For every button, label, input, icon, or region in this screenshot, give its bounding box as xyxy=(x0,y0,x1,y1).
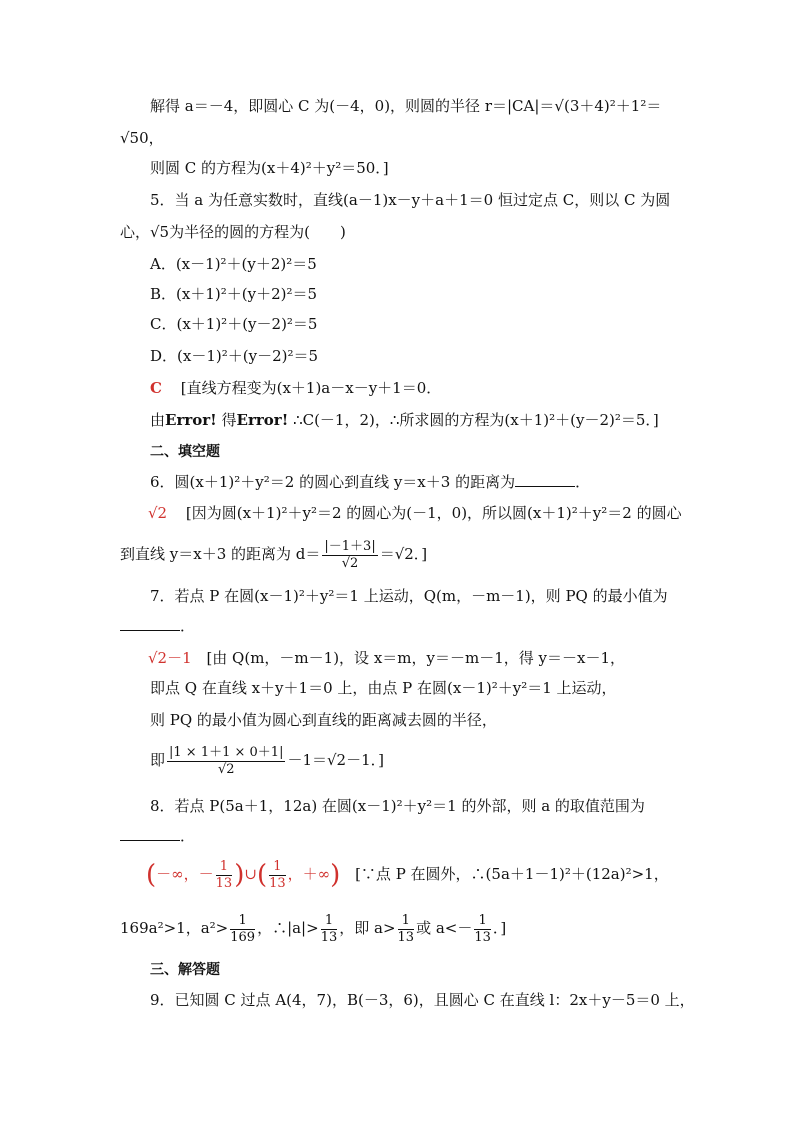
text: ∪ xyxy=(244,865,257,883)
question-5: 5．当 a 为任意实数时，直线(a－1)x－y＋a＋1＝0 恒过定点 C，则以 C 为圆 xyxy=(150,191,671,209)
denominator: 169 xyxy=(230,929,256,945)
text: 6．圆(x＋1)²＋y²＝2 的圆心到直线 y＝x＋3 的距离为 xyxy=(150,473,516,491)
denominator: 13 xyxy=(474,929,491,945)
text-line xyxy=(150,738,384,782)
option-a: A．(x－1)²＋(y＋2)²＝5 xyxy=(150,255,317,273)
text: ，＋∞ xyxy=(287,865,331,883)
answer-line xyxy=(148,503,682,523)
numerator: 1 xyxy=(216,859,233,876)
text: 169a²>1，a²> xyxy=(120,919,229,937)
text-line: 即点 Q 在直线 x＋y＋1＝0 上，由点 P 在圆(x－1)²＋y²＝1 上运动， xyxy=(150,679,617,697)
explanation: [由 Q(m，－m－1)，设 x＝m，y＝－m－1，得 y＝－x－1， xyxy=(206,649,625,667)
question-7: 7．若点 P 在圆(x－1)²＋y²＝1 上运动，Q(m，－m－1)，则 PQ 的最小值为 xyxy=(150,587,668,605)
numerator: 1 xyxy=(269,859,286,876)
question-8: 8．若点 P(5a＋1，12a) 在圆(x－1)²＋y²＝1 的外部，则 a 的取值范围为 xyxy=(150,797,645,815)
denominator: 13 xyxy=(215,875,233,891)
section-heading: 二、填空题 xyxy=(150,444,220,460)
fraction xyxy=(167,745,285,778)
fraction xyxy=(322,539,377,572)
answer-blank xyxy=(515,472,575,487)
numerator: 1 xyxy=(230,913,255,930)
fraction xyxy=(216,859,233,892)
denominator: 13 xyxy=(269,875,286,891)
answer-blank xyxy=(120,826,180,841)
text: 得 xyxy=(221,411,237,429)
text: ，即 a> xyxy=(339,919,396,937)
fraction xyxy=(269,859,286,892)
answer-label: √2－1 xyxy=(148,649,192,667)
fraction xyxy=(321,913,338,946)
text-line xyxy=(120,906,506,950)
answer-line xyxy=(148,648,625,668)
text-line: 则圆 C 的方程为(x＋4)²＋y²＝50．] xyxy=(150,159,389,177)
answer-line xyxy=(146,852,669,897)
error-text: Error! xyxy=(165,411,217,429)
text: ． xyxy=(180,827,196,845)
text: ，∴|a|> xyxy=(257,919,319,937)
option-b: B．(x＋1)²＋(y＋2)²＝5 xyxy=(150,285,318,303)
text-line: 心，√5为半径的圆的方程为( ) xyxy=(120,223,346,241)
answer-label: (－∞，－ $\frac{1}{13}$ )∪( $\frac{1}{13}$ ，＋∞) xyxy=(146,858,341,891)
text: ＝√2．] xyxy=(379,545,428,563)
question-6: 6．圆(x＋1)²＋y²＝2 的圆心到直线 y＝x＋3 的距离为 ． xyxy=(150,473,591,491)
fraction xyxy=(230,913,255,946)
text-line: √50， xyxy=(120,129,164,147)
question-9: 9．已知圆 C 过点 A(4，7)，B(－3，6)，且圆心 C 在直线 l：2x＋y－5＝0 上， xyxy=(150,991,695,1009)
explanation: [∵点 P 在圆外，∴(5a＋1－1)²＋(12a)²>1， xyxy=(355,865,669,883)
numerator: |1 × 1＋1 × 0＋1| xyxy=(169,744,284,760)
answer-blank xyxy=(120,616,180,631)
explanation: [直线方程变为(x＋1)a－x－y＋1＝0． xyxy=(180,379,442,397)
text-line xyxy=(150,410,659,430)
text: －∞，－ xyxy=(156,865,214,883)
text-line: 则 PQ 的最小值为圆心到直线的距离减去圆的半径， xyxy=(150,711,497,729)
denominator: 13 xyxy=(320,929,338,945)
fraction xyxy=(474,913,491,946)
fraction xyxy=(398,913,415,946)
numerator: 1 xyxy=(321,913,338,930)
text: ． xyxy=(180,617,196,635)
answer-label: √2 xyxy=(148,504,168,522)
error-text: Error! xyxy=(236,411,289,429)
option-d: D．(x－1)²＋(y－2)²＝5 xyxy=(150,347,319,365)
denominator: √2 xyxy=(341,555,359,571)
section-heading: 三、解答题 xyxy=(150,962,220,978)
text: 或 a<－ xyxy=(416,919,473,937)
numerator: 1 xyxy=(474,913,491,930)
text: 到直线 y＝x＋3 的距离为 d＝ xyxy=(120,545,321,563)
text: 由 xyxy=(150,411,166,429)
text: ．] xyxy=(492,919,507,937)
text-line: 解得 a＝－4，即圆心 C 为(－4，0)，则圆的半径 r＝|CA|＝√(3＋4)²＋1²＝ xyxy=(150,97,662,115)
text: ∴C(－1，2)，∴所求圆的方程为(x＋1)²＋(y－2)²＝5．] xyxy=(293,411,659,429)
answer-line xyxy=(150,378,441,398)
text-line xyxy=(120,616,195,636)
text: 即 xyxy=(150,751,166,769)
answer-label: C xyxy=(150,379,162,397)
numerator: 1 xyxy=(398,913,415,930)
option-c: C．(x＋1)²＋(y－2)²＝5 xyxy=(150,315,318,333)
text-line xyxy=(120,826,195,846)
text-line xyxy=(120,532,427,576)
denominator: √2 xyxy=(217,761,235,777)
denominator: 13 xyxy=(397,929,415,945)
numerator: |－1＋3| xyxy=(324,538,376,554)
text: －1＝√2－1．] xyxy=(287,751,384,769)
explanation: [因为圆(x＋1)²＋y²＝2 的圆心为(－1，0)，所以圆(x＋1)²＋y²＝2 的圆心 xyxy=(185,504,682,522)
